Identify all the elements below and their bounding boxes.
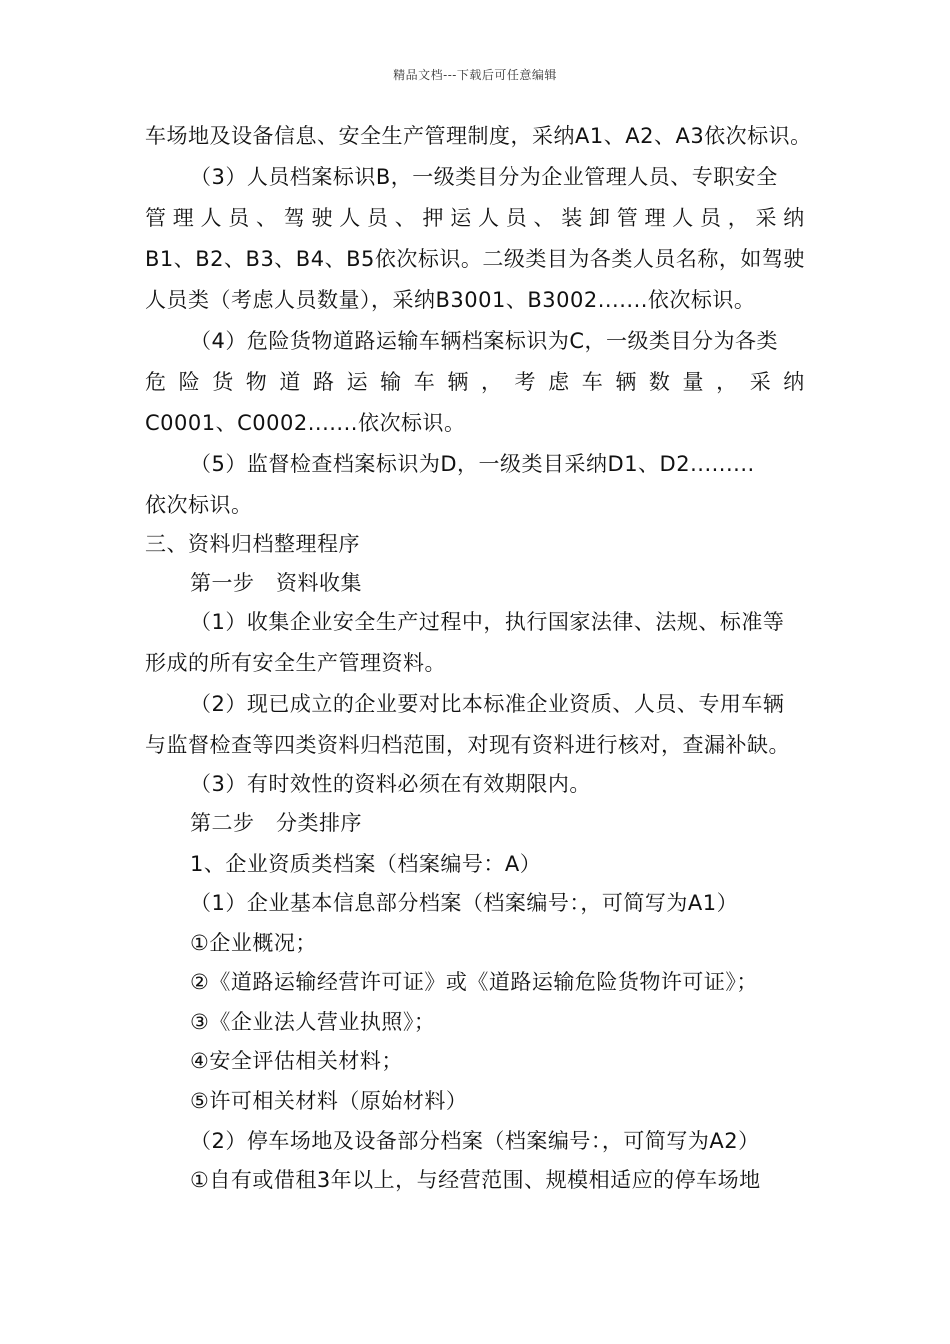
char: 险	[178, 370, 201, 394]
list-item: ①企业概况；	[190, 931, 317, 955]
step-heading: 第二步 分类排序	[190, 811, 362, 835]
char: 驶	[311, 206, 333, 230]
text-line: 与监督检查等四类资料归档范围，对现有资料进行核对，查漏补缺。	[145, 733, 790, 757]
char: 理	[172, 206, 195, 230]
char: ，	[716, 370, 738, 394]
list-item: ②《道路运输经营许可证》或《道路运输危险货物许可证》；	[190, 970, 758, 994]
char: 道	[279, 370, 301, 394]
char: 车	[581, 370, 604, 394]
char: 采	[755, 206, 777, 230]
char: 采	[749, 370, 772, 394]
char: 纳	[783, 370, 805, 394]
char: 路	[312, 370, 335, 394]
text-line: （4）危险货物道路运输车辆档案标识为C，一级类目分为各类	[190, 329, 779, 353]
char: 装	[561, 206, 583, 230]
char: 理	[644, 206, 666, 230]
char: 量	[682, 370, 704, 394]
char: 人	[672, 206, 694, 230]
text-line: 人员类（考虑人员数量），采纳B3001、B3002.......依次标识。	[145, 288, 756, 312]
text-line: （2）停车场地及设备部分档案（档案编号：，可简写为A2）	[190, 1129, 760, 1153]
text-line: B1、B2、B3、B4、B5依次标识。二级类目为各类人员名称，如驾驶	[145, 247, 805, 271]
text-line: 依次标识。	[145, 493, 253, 517]
char: 押	[422, 206, 444, 230]
char: 管	[616, 206, 639, 230]
char: 辆	[447, 370, 469, 394]
text-line: （1）企业基本信息部分档案（档案编号：，可简写为A1）	[190, 891, 739, 915]
text-line: 形成的所有安全生产管理资料。	[145, 651, 446, 675]
char: 辆	[615, 370, 637, 394]
char: 考	[514, 370, 537, 394]
char: 纳	[783, 206, 805, 230]
text-line: （3）有时效性的资料必须在有效期限内。	[190, 772, 591, 796]
char: 人	[200, 206, 222, 230]
char: 虑	[548, 370, 570, 394]
char: 运	[450, 206, 472, 230]
text-line: 1、企业资质类档案（档案编号：A）	[190, 852, 542, 876]
page-header: 精品文档---下载后可任意编辑	[393, 68, 557, 82]
section-heading: 三、资料归档整理程序	[145, 532, 360, 556]
char: ，	[727, 206, 750, 230]
text-line: 车场地及设备信息、安全生产管理制度，采纳A1、A2、A3依次标识。	[145, 124, 812, 148]
list-item: ③《企业法人营业执照》；	[190, 1010, 436, 1034]
char: 数	[648, 370, 671, 394]
char: 员	[700, 206, 722, 230]
char: 人	[339, 206, 361, 230]
char: 管	[145, 206, 167, 230]
char: 人	[478, 206, 500, 230]
char: 物	[245, 370, 268, 394]
char: 、	[394, 206, 417, 230]
char: ，	[480, 370, 503, 394]
char: 驾	[283, 206, 306, 230]
char: 货	[212, 370, 234, 394]
char: 员	[367, 206, 389, 230]
text-line: （2）现已成立的企业要对比本标准企业资质、人员、专用车辆	[190, 692, 785, 716]
char: 车	[413, 370, 436, 394]
char: 卸	[589, 206, 611, 230]
list-item: ⑤许可相关材料（原始材料）	[190, 1089, 468, 1113]
text-line: （5）监督检查档案标识为D，一级类目采纳D1、D2.........	[190, 452, 755, 476]
char: 运	[346, 370, 369, 394]
char: 危	[145, 370, 167, 394]
char: 员	[505, 206, 528, 230]
text-line: （1）收集企业安全生产过程中，执行国家法律、法规、标准等	[190, 610, 785, 634]
list-item: ④安全评估相关材料；	[190, 1049, 403, 1073]
char: 、	[256, 206, 278, 230]
list-item: ①自有或借租3年以上，与经营范围、规模相适应的停车场地	[190, 1168, 761, 1192]
text-line: C0001、C0002.......依次标识。	[145, 411, 466, 435]
text-line-justified	[145, 204, 805, 232]
char: 输	[380, 370, 402, 394]
char: 、	[533, 206, 555, 230]
char: 员	[228, 206, 250, 230]
step-heading: 第一步 资料收集	[190, 571, 362, 595]
text-line-justified	[145, 368, 805, 396]
text-line: （3）人员档案标识B，一级类目分为企业管理人员、专职安全	[190, 165, 778, 189]
